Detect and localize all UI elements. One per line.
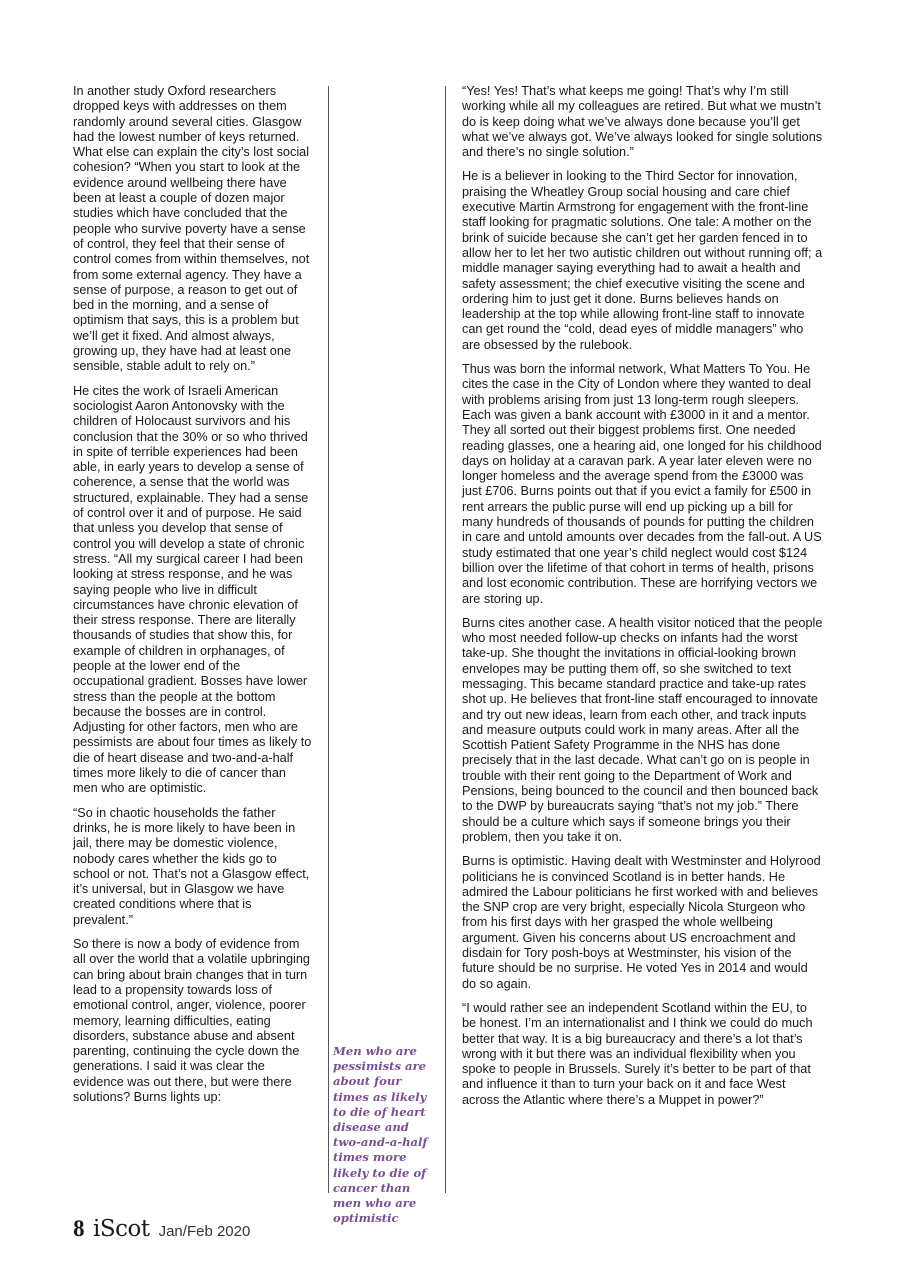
paragraph: He cites the work of Israeli American sociologist Aaron Antonovsky with the children of Holocaust survivors and his conclusion that the 30% or so who thrived in spite of terrible experiences had been able, in early years to develop a sense of coherence, a sense that the world was structured, explainable. They had a sense of control over it and of purpose. He said that unless you develop that sense of control you will develop a state of chronic stress. “All my surgical career I had been looking at stress response, and he was saying people who live in difficult circumstances have chronic elevation of their stress response. There are literally thousands of studies that show this, for example of children in orphanages, of people at the lower end of the occupational gradient. Bosses have lower stress than the people at the bottom because the bosses are in control. Adjusting for other factors, men who are pessimists are about four times as likely to die of heart disease and two-and-a-half times more likely to die of cancer than men who are optimistic. bbox=[73, 383, 312, 796]
paragraph: “I would rather see an independent Scotland within the EU, to be honest. I’m an internationalist and I think we could do much better that way. It is a big bureaucracy and there’s a lot that’s wrong with it but there was an individual flexibility when you spoke to people in Brussels. Surely it’s better to be part of that and influence it than to turn your back on it and face West across the Atlantic where there’s a Muppet in power?” bbox=[462, 1000, 813, 1107]
column-divider bbox=[328, 86, 329, 1193]
article-column-left bbox=[73, 84, 313, 1114]
column-divider bbox=[445, 86, 446, 1193]
issue-date: Jan/Feb 2020 bbox=[158, 1223, 251, 1240]
paragraph: So there is now a body of evidence from all over the world that a volatile upbringing can bring about brain changes that in turn lead to a propensity towards loss of emotional control, anger, violence, poorer memory, learning difficulties, eating disorders, substance abuse and absent parenting, continuing the cycle down the generations. I said it was clear the evidence was out there, but were there solutions? Burns lights up: bbox=[73, 937, 310, 1104]
paragraph: Thus was born the informal network, What Matters To You. He cites the case in the City of London where they wanted to deal with problems arising from just 13 long-term rough sleepers. Each was given a bank account with £3000 in it and a mentor. They all sorted out their biggest problems first. One needed reading glasses, one a hearing aid, one longed for his childhood days on holiday at a caravan park. A year later eleven were no longer homeless and the average spend from the £3000 was just £706. Burns points out that if you evict a family for £500 in rent arrears the public purse will end up picking up a bill for many hundreds of thousands of pounds for putting the children in care and untold amounts over decades from the fall-out. A US study estimated that one year’s child neglect would cost $124 billion over the lifetime of that cohort in terms of health, prisons and lost economic contribution. These are horrifying vectors we are storing up. bbox=[462, 362, 822, 606]
paragraph: He is a believer in looking to the Third Sector for innovation, praising the Wheatley Group social housing and care chief executive Martin Armstrong for engagement with the front-line staff looking for pragmatic solutions. One tale: A mother on the brink of suicide because she can’t get her garden fenced in to allow her to let her two autistic children out without running off; a middle manager saying everything had to await a health and safety assessment; the chief executive visiting the scene and ordering him to just get it done. Burns believes hands on leadership at the top while allowing front-line staff to innovate can get round the “cold, dead eyes of middle managers” who are obsessed by the rulebook. bbox=[462, 169, 823, 352]
paragraph: Burns cites another case. A health visitor noticed that the people who most needed follow-up checks on infants had the worst take-up. She thought the invitations in official-looking brown envelopes may be putting them off, so she switched to text messaging. This became standard practice and take-up rates shot up. He believes that front-line staff encouraged to innovate and try out new ideas, learn from each other, and track inputs and measure outputs could work in many areas. After all the Scottish Patient Safety Programme in the NHS has done precisely that in the last decade. What can’t go on is people in trouble with their rent going to the Department of Work and Pensions, being bounced to the council and then bounced back to the DWP by bureaucrats saying “that’s not my job.” There should be a culture which says if someone brings you their problem, then you take it on. bbox=[462, 615, 823, 844]
paragraph: In another study Oxford researchers dropped keys with addresses on them randomly around several cities. Glasgow had the lowest number of keys returned. What else can explain the city’s lost social cohesion? “When you start to look at the evidence around wellbeing there have been at least a couple of dozen major studies which have concluded that the people who survive poverty have a sense of control, they feel that their sense of control comes from within themselves, not from some external agency. They have a sense of purpose, a reason to get out of bed in the morning, and a sense of optimism that says, this is a problem but we’ll get it fixed. And almost always, growing up, they have had at least one sensible, stable adult to rely on.” bbox=[73, 84, 310, 374]
paragraph: Burns is optimistic. Having dealt with Westminster and Holyrood politicians he is convinced Scotland is in better hands. He admired the Labour politicians he first worked with and believes the SNP crop are very bright, especially Nicola Sturgeon who from his first days with her grasped the whole wellbeing argument. Given his concerns about US encroachment and disdain for Tory posh-boys at Westminster, his vision of the future should be no surprise. He voted Yes in 2014 and would do so again. bbox=[462, 854, 821, 991]
page-number: 8 bbox=[73, 1216, 85, 1241]
page-footer bbox=[73, 1216, 250, 1246]
article-column-right bbox=[462, 84, 824, 1117]
paragraph: “So in chaotic households the father drinks, he is more likely to have been in jail, there may be domestic violence, nobody cares whether the kids go to school or not. That’s not a Glasgow effect, it’s universal, but in Glasgow we have created conditions where that is prevalent.” bbox=[73, 805, 310, 927]
paragraph: “Yes! Yes! That’s what keeps me going! That’s why I’m still working while all my colleagues are retired. But what we mustn’t do is keep doing what we’ve always done because you’ll get what we’ve always got. We’ve always looked for single solutions and there’s no single solution.” bbox=[462, 84, 823, 160]
brand-logo: iScot bbox=[93, 1216, 150, 1242]
pull-quote: Men who are pessimists are about four times as likely to die of heart disease and two-and-a-half times more likely to die of cancer than men who are optimistic bbox=[333, 1044, 428, 1226]
